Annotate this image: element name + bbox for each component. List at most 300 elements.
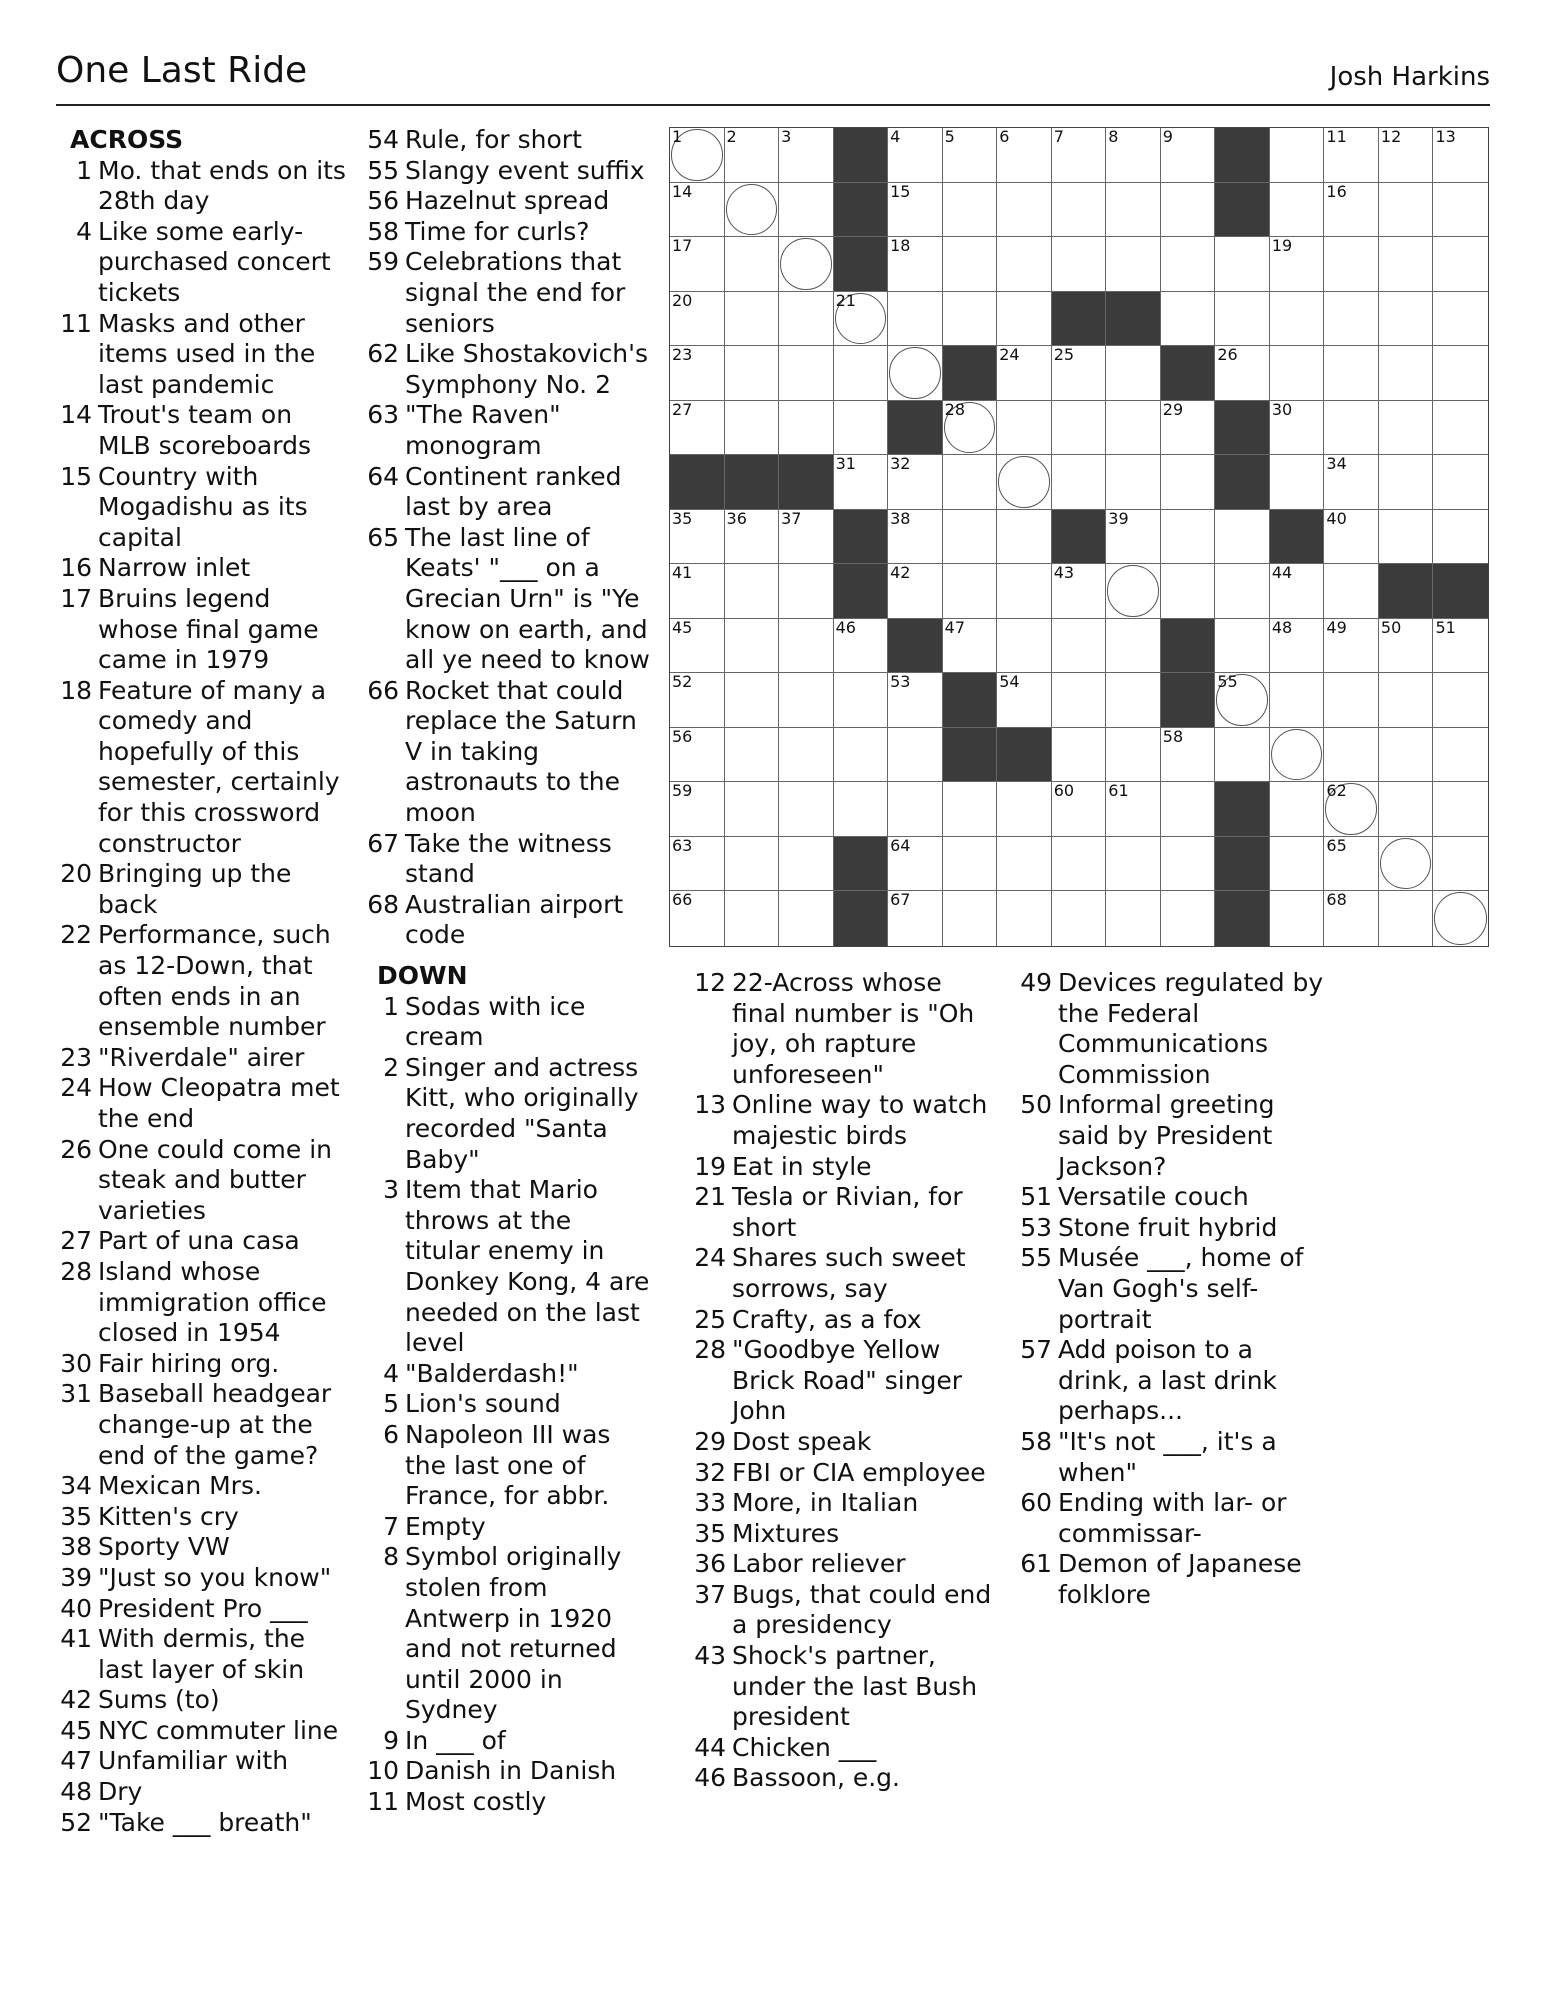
grid-cell[interactable] [888, 673, 943, 728]
grid-cell[interactable] [1052, 728, 1107, 783]
cell-number: 32 [890, 454, 911, 474]
grid-cell[interactable] [997, 183, 1052, 238]
across-clue-22[interactable] [56, 920, 346, 1042]
grid-cell[interactable] [1052, 837, 1107, 892]
clue-number: 18 [60, 675, 92, 705]
down-clue-49[interactable] [1016, 968, 1326, 1090]
down-clue-4[interactable] [363, 1359, 653, 1390]
grid-cell[interactable] [1052, 619, 1107, 674]
down-clue-61[interactable] [1016, 1549, 1326, 1610]
grid-cell[interactable] [997, 891, 1052, 946]
grid-cell[interactable] [1379, 837, 1434, 892]
grid-cell[interactable] [834, 782, 889, 837]
across-clue-30[interactable] [56, 1349, 346, 1380]
down-clue-50[interactable] [1016, 1090, 1326, 1182]
clue-number: 30 [60, 1348, 92, 1378]
grid-cell[interactable] [670, 837, 725, 892]
cell-number: 56 [672, 726, 693, 746]
across-clue-1[interactable] [56, 156, 346, 217]
across-clue-63[interactable] [363, 400, 653, 461]
grid-cell[interactable] [1161, 292, 1216, 347]
across-clue-48[interactable] [56, 1777, 346, 1808]
across-clue-38[interactable] [56, 1532, 346, 1563]
grid-cell[interactable] [670, 510, 725, 565]
across-clue-58[interactable] [363, 217, 653, 248]
clue-number: 23 [60, 1042, 92, 1072]
grid-cell[interactable] [1106, 564, 1161, 619]
grid-cell[interactable] [1161, 837, 1216, 892]
grid-cell[interactable] [997, 564, 1052, 619]
cell-number: 6 [999, 127, 1010, 146]
across-clue-40[interactable] [56, 1594, 346, 1625]
down-clue-33[interactable] [690, 1488, 1000, 1519]
across-clue-66[interactable] [363, 676, 653, 829]
across-clue-54[interactable] [363, 125, 653, 156]
clue-number: 33 [694, 1488, 726, 1518]
black-square [725, 455, 780, 510]
grid-cell[interactable] [779, 891, 834, 946]
grid-cell[interactable] [1106, 782, 1161, 837]
down-clue-24[interactable] [690, 1243, 1000, 1304]
grid-cell[interactable] [834, 401, 889, 456]
grid-cell[interactable] [1215, 237, 1270, 292]
down-clue-58[interactable] [1016, 1427, 1326, 1488]
grid-cell[interactable] [1106, 510, 1161, 565]
grid-cell[interactable] [670, 346, 725, 401]
grid-cell[interactable] [670, 728, 725, 783]
grid-cell[interactable] [1324, 292, 1379, 347]
grid-cell[interactable] [997, 837, 1052, 892]
grid-cell[interactable] [997, 782, 1052, 837]
clue-number: 58 [367, 216, 399, 246]
grid-cell[interactable] [725, 510, 780, 565]
grid-cell[interactable] [725, 619, 780, 674]
grid-cell[interactable] [1106, 728, 1161, 783]
grid-cell[interactable] [1324, 782, 1379, 837]
down-clue-1[interactable] [363, 992, 653, 1053]
down-clue-53[interactable] [1016, 1213, 1326, 1244]
grid-cell[interactable] [1270, 455, 1325, 510]
across-clue-27[interactable] [56, 1226, 346, 1257]
grid-cell[interactable] [1433, 237, 1488, 292]
circle-marker [998, 456, 1050, 508]
grid-cell[interactable] [1433, 837, 1488, 892]
grid-cell[interactable] [1052, 673, 1107, 728]
grid-cell[interactable] [1215, 510, 1270, 565]
grid-cell[interactable] [888, 128, 943, 183]
grid-cell[interactable] [779, 401, 834, 456]
grid-cell[interactable] [1433, 183, 1488, 238]
across-clue-42[interactable] [56, 1685, 346, 1716]
grid-cell[interactable] [1324, 401, 1379, 456]
across-clue-65[interactable] [363, 523, 653, 676]
grid-cell[interactable] [888, 837, 943, 892]
grid-cell[interactable] [670, 292, 725, 347]
grid-cell[interactable] [1052, 183, 1107, 238]
grid-cell[interactable] [1161, 455, 1216, 510]
cell-number: 40 [1326, 508, 1347, 528]
grid-cell[interactable] [670, 673, 725, 728]
down-clue-36[interactable] [690, 1549, 1000, 1580]
grid-cell[interactable] [670, 564, 725, 619]
grid-cell[interactable] [1106, 183, 1161, 238]
across-clue-14[interactable] [56, 400, 346, 461]
grid-cell[interactable] [1379, 128, 1434, 183]
grid-cell[interactable] [1379, 782, 1434, 837]
grid-cell[interactable] [1433, 292, 1488, 347]
grid-cell[interactable] [1379, 401, 1434, 456]
across-clue-52[interactable] [56, 1808, 346, 1839]
grid-cell[interactable] [1052, 564, 1107, 619]
grid-cell[interactable] [1270, 183, 1325, 238]
grid-cell[interactable] [670, 619, 725, 674]
grid-cell[interactable] [834, 292, 889, 347]
grid-cell[interactable] [1215, 564, 1270, 619]
across-heading: ACROSS [70, 125, 184, 154]
grid-cell[interactable] [943, 564, 998, 619]
grid-cell[interactable] [1270, 619, 1325, 674]
down-clue-25[interactable] [690, 1305, 1000, 1336]
across-clue-35[interactable] [56, 1502, 346, 1533]
across-clue-16[interactable] [56, 553, 346, 584]
clue-number: 8 [383, 1542, 399, 1572]
down-clue-3[interactable] [363, 1175, 653, 1359]
down-clue-28[interactable] [690, 1335, 1000, 1427]
grid-cell[interactable] [1270, 728, 1325, 783]
grid-cell[interactable] [670, 401, 725, 456]
grid-cell[interactable] [1106, 346, 1161, 401]
clue-text: Most costly [405, 1787, 547, 1817]
across-clue-68[interactable] [363, 890, 653, 951]
grid-cell[interactable] [779, 292, 834, 347]
clue-text: FBI or CIA employee [732, 1457, 986, 1487]
grid-cell[interactable] [670, 128, 725, 183]
across-clue-67[interactable] [363, 829, 653, 890]
grid-cell[interactable] [834, 673, 889, 728]
grid-cell[interactable] [888, 292, 943, 347]
grid-cell[interactable] [1161, 237, 1216, 292]
cell-number: 29 [1162, 399, 1184, 419]
across-clue-59[interactable] [363, 247, 653, 339]
grid-cell[interactable] [1270, 782, 1325, 837]
clue-text: In ___ of [405, 1725, 506, 1755]
grid-cell[interactable] [1379, 292, 1434, 347]
down-clue-43[interactable] [690, 1641, 1000, 1733]
grid-cell[interactable] [779, 564, 834, 619]
down-clue-21[interactable] [690, 1182, 1000, 1243]
grid-cell[interactable] [1215, 292, 1270, 347]
grid-cell[interactable] [1161, 183, 1216, 238]
grid-cell[interactable] [943, 510, 998, 565]
across-clue-56[interactable] [363, 186, 653, 217]
down-clue-32[interactable] [690, 1458, 1000, 1489]
across-clue-15[interactable] [56, 462, 346, 554]
across-clue-24[interactable] [56, 1073, 346, 1134]
grid-cell[interactable] [1215, 673, 1270, 728]
down-clue-35[interactable] [690, 1519, 1000, 1550]
clue-number: 43 [694, 1641, 726, 1671]
grid-cell[interactable] [1161, 128, 1216, 183]
grid-cell[interactable] [1433, 673, 1488, 728]
grid-cell[interactable] [725, 237, 780, 292]
grid-cell[interactable] [834, 619, 889, 674]
grid-cell[interactable] [834, 728, 889, 783]
grid-cell[interactable] [1052, 237, 1107, 292]
grid-cell[interactable] [1324, 728, 1379, 783]
across-clue-45[interactable] [56, 1716, 346, 1747]
grid-cell[interactable] [1161, 891, 1216, 946]
grid-cell[interactable] [1324, 619, 1379, 674]
grid-cell[interactable] [1106, 455, 1161, 510]
down-clue-9[interactable] [363, 1726, 653, 1757]
grid-cell[interactable] [1052, 782, 1107, 837]
clue-number: 27 [60, 1226, 92, 1256]
grid-cell[interactable] [779, 782, 834, 837]
grid-cell[interactable] [1052, 346, 1107, 401]
grid-cell[interactable] [725, 673, 780, 728]
down-clue-55[interactable] [1016, 1243, 1326, 1335]
grid-cell[interactable] [888, 455, 943, 510]
down-clue-11[interactable] [363, 1787, 653, 1818]
grid-cell[interactable] [1161, 728, 1216, 783]
down-clue-29[interactable] [690, 1427, 1000, 1458]
crossword-grid[interactable] [669, 127, 1489, 947]
grid-cell[interactable] [997, 346, 1052, 401]
grid-cell[interactable] [943, 292, 998, 347]
black-square [1161, 619, 1216, 674]
grid-cell[interactable] [997, 237, 1052, 292]
down-clue-37[interactable] [690, 1580, 1000, 1641]
grid-cell[interactable] [888, 346, 943, 401]
grid-cell[interactable] [670, 183, 725, 238]
circle-marker [1107, 565, 1159, 617]
across-clue-20[interactable] [56, 859, 346, 920]
grid-cell[interactable] [943, 128, 998, 183]
grid-cell[interactable] [943, 237, 998, 292]
grid-cell[interactable] [1106, 128, 1161, 183]
grid-cell[interactable] [670, 891, 725, 946]
down-clue-8[interactable] [363, 1542, 653, 1726]
grid-cell[interactable] [1379, 619, 1434, 674]
across-clue-23[interactable] [56, 1043, 346, 1074]
down-clue-12[interactable] [690, 968, 1000, 1090]
across-clue-28[interactable] [56, 1257, 346, 1349]
down-clue-10[interactable] [363, 1756, 653, 1787]
grid-cell[interactable] [725, 346, 780, 401]
grid-cell[interactable] [1215, 346, 1270, 401]
grid-cell[interactable] [725, 564, 780, 619]
grid-cell[interactable] [943, 837, 998, 892]
across-clue-26[interactable] [56, 1135, 346, 1227]
grid-cell[interactable] [1106, 619, 1161, 674]
grid-cell[interactable] [1270, 128, 1325, 183]
grid-cell[interactable] [888, 183, 943, 238]
down-clue-5[interactable] [363, 1389, 653, 1420]
across-clue-64[interactable] [363, 462, 653, 523]
across-clue-31[interactable] [56, 1379, 346, 1471]
down-clue-60[interactable] [1016, 1488, 1326, 1549]
down-clue-7[interactable] [363, 1512, 653, 1543]
grid-cell[interactable] [1433, 510, 1488, 565]
clue-text: One could come in steak and butter varieties [98, 1134, 333, 1225]
grid-cell[interactable] [1270, 292, 1325, 347]
grid-cell[interactable] [943, 891, 998, 946]
grid-cell[interactable] [1106, 837, 1161, 892]
grid-cell[interactable] [1324, 891, 1379, 946]
grid-cell[interactable] [997, 401, 1052, 456]
grid-cell[interactable] [1052, 128, 1107, 183]
grid-cell[interactable] [1106, 891, 1161, 946]
grid-cell[interactable] [1433, 401, 1488, 456]
grid-cell[interactable] [1324, 673, 1379, 728]
grid-cell[interactable] [725, 128, 780, 183]
grid-cell[interactable] [725, 401, 780, 456]
grid-cell[interactable] [1270, 564, 1325, 619]
grid-cell[interactable] [1052, 401, 1107, 456]
grid-cell[interactable] [1324, 455, 1379, 510]
across-clue-62[interactable] [363, 339, 653, 400]
across-clue-11[interactable] [56, 309, 346, 401]
grid-cell[interactable] [779, 619, 834, 674]
grid-cell[interactable] [670, 237, 725, 292]
grid-cell[interactable] [725, 782, 780, 837]
grid-cell[interactable] [834, 346, 889, 401]
grid-cell[interactable] [997, 619, 1052, 674]
clue-text: Tesla or Rivian, for short [732, 1182, 963, 1242]
grid-cell[interactable] [1379, 891, 1434, 946]
across-clue-47[interactable] [56, 1746, 346, 1777]
grid-cell[interactable] [1433, 455, 1488, 510]
clue-number: 1 [76, 155, 92, 185]
grid-cell[interactable] [943, 619, 998, 674]
across-clue-39[interactable] [56, 1563, 346, 1594]
grid-cell[interactable] [779, 128, 834, 183]
grid-cell[interactable] [997, 455, 1052, 510]
grid-cell[interactable] [1052, 891, 1107, 946]
grid-cell[interactable] [1324, 237, 1379, 292]
puzzle-title: One Last Ride [56, 50, 308, 91]
grid-cell[interactable] [1379, 455, 1434, 510]
grid-cell[interactable] [1270, 237, 1325, 292]
grid-cell[interactable] [888, 728, 943, 783]
across-clue-34[interactable] [56, 1471, 346, 1502]
grid-cell[interactable] [1324, 128, 1379, 183]
grid-cell[interactable] [670, 782, 725, 837]
grid-cell[interactable] [888, 237, 943, 292]
grid-cell[interactable] [1379, 346, 1434, 401]
grid-cell[interactable] [779, 183, 834, 238]
grid-cell[interactable] [1161, 564, 1216, 619]
grid-cell[interactable] [1215, 728, 1270, 783]
grid-cell[interactable] [1161, 782, 1216, 837]
grid-cell[interactable] [1433, 619, 1488, 674]
grid-cell[interactable] [834, 455, 889, 510]
across-clue-4[interactable] [56, 217, 346, 309]
grid-cell[interactable] [1379, 510, 1434, 565]
down-clue-19[interactable] [690, 1152, 1000, 1183]
grid-cell[interactable] [779, 837, 834, 892]
grid-cell[interactable] [1433, 728, 1488, 783]
grid-cell[interactable] [1324, 346, 1379, 401]
down-clue-6[interactable] [363, 1420, 653, 1512]
grid-cell[interactable] [943, 782, 998, 837]
grid-cell[interactable] [725, 183, 780, 238]
grid-cell[interactable] [1270, 891, 1325, 946]
black-square [1215, 782, 1270, 837]
grid-cell[interactable] [725, 292, 780, 347]
grid-cell[interactable] [1379, 673, 1434, 728]
grid-cell[interactable] [779, 237, 834, 292]
grid-cell[interactable] [1270, 401, 1325, 456]
across-clue-17[interactable] [56, 584, 346, 676]
grid-cell[interactable] [1433, 128, 1488, 183]
down-clue-51[interactable] [1016, 1182, 1326, 1213]
grid-cell[interactable] [997, 510, 1052, 565]
grid-cell[interactable] [943, 183, 998, 238]
grid-cell[interactable] [725, 837, 780, 892]
grid-cell[interactable] [1324, 837, 1379, 892]
grid-cell[interactable] [1433, 346, 1488, 401]
grid-cell[interactable] [1270, 346, 1325, 401]
grid-cell[interactable] [1106, 401, 1161, 456]
grid-cell[interactable] [1379, 237, 1434, 292]
down-clue-44[interactable] [690, 1733, 1000, 1764]
clue-text: Mexican Mrs. [98, 1471, 262, 1501]
down-clue-57[interactable] [1016, 1335, 1326, 1427]
grid-cell[interactable] [1161, 510, 1216, 565]
grid-cell[interactable] [1270, 673, 1325, 728]
grid-cell[interactable] [943, 401, 998, 456]
across-clue-18[interactable] [56, 676, 346, 860]
grid-cell[interactable] [1379, 183, 1434, 238]
grid-cell[interactable] [1106, 673, 1161, 728]
grid-cell[interactable] [888, 510, 943, 565]
grid-cell[interactable] [725, 728, 780, 783]
grid-cell[interactable] [1215, 619, 1270, 674]
grid-cell[interactable] [725, 891, 780, 946]
grid-cell[interactable] [1161, 401, 1216, 456]
down-clue-13[interactable] [690, 1090, 1000, 1151]
grid-cell[interactable] [1324, 564, 1379, 619]
grid-cell[interactable] [888, 782, 943, 837]
grid-cell[interactable] [1324, 510, 1379, 565]
down-clue-2[interactable] [363, 1053, 653, 1175]
grid-cell[interactable] [1324, 183, 1379, 238]
grid-cell[interactable] [997, 292, 1052, 347]
clue-number: 5 [383, 1389, 399, 1419]
across-clue-41[interactable] [56, 1624, 346, 1685]
clue-number: 38 [60, 1532, 92, 1562]
grid-cell[interactable] [888, 564, 943, 619]
grid-cell[interactable] [1433, 782, 1488, 837]
grid-cell[interactable] [1433, 891, 1488, 946]
grid-cell[interactable] [1052, 455, 1107, 510]
down-clue-46[interactable] [690, 1763, 1000, 1794]
grid-cell[interactable] [779, 728, 834, 783]
grid-cell[interactable] [997, 673, 1052, 728]
grid-cell[interactable] [779, 510, 834, 565]
grid-cell[interactable] [943, 455, 998, 510]
grid-cell[interactable] [1270, 837, 1325, 892]
grid-cell[interactable] [779, 346, 834, 401]
cell-number: 67 [890, 890, 911, 910]
grid-cell[interactable] [1379, 728, 1434, 783]
grid-cell[interactable] [1106, 237, 1161, 292]
grid-cell[interactable] [888, 891, 943, 946]
across-clue-55[interactable] [363, 156, 653, 187]
grid-cell[interactable] [997, 128, 1052, 183]
grid-cell[interactable] [779, 673, 834, 728]
